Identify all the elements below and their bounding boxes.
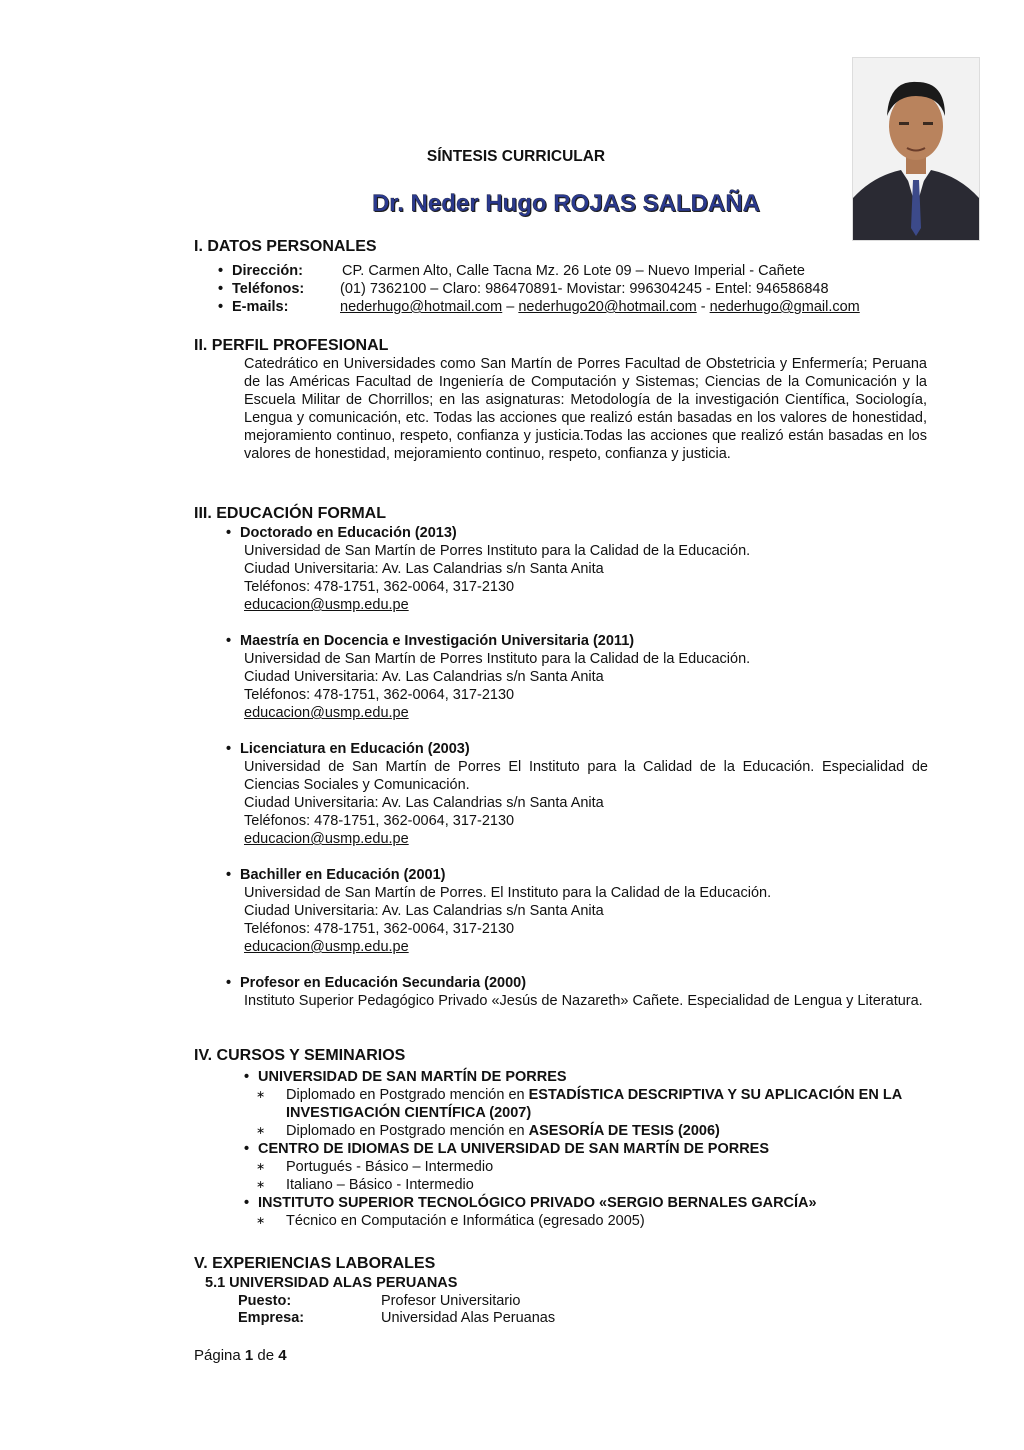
- educacion-item-licenciatura: [226, 740, 928, 848]
- educacion-line: Ciudad Universitaria: Av. Las Calandrias s/n Santa Anita: [244, 669, 604, 685]
- educacion-heading: Doctorado en Educación (2013): [240, 525, 457, 541]
- cursos-item-text: Diplomado en Postgrado mención en: [286, 1087, 529, 1103]
- section-title-experiencias: V. EXPERIENCIAS LABORALES: [194, 1255, 436, 1272]
- educacion-line: Universidad de San Martín de Porres Instituto para la Calidad de la Educación.: [244, 651, 751, 667]
- section-title-cursos: IV. CURSOS Y SEMINARIOS: [194, 1047, 406, 1064]
- person-name: Dr. Neder Hugo ROJAS SALDAÑA: [371, 190, 761, 217]
- educacion-email-link[interactable]: educacion@usmp.edu.pe: [244, 831, 409, 847]
- puesto-value: Profesor Universitario: [381, 1293, 521, 1309]
- asterisk-bullet-icon: ∗: [256, 1215, 266, 1227]
- cursos-item-text: Diplomado en Postgrado mención en: [286, 1123, 529, 1139]
- educacion-heading: Profesor en Educación Secundaria (2000): [240, 975, 527, 991]
- educacion-item-bachiller: [226, 866, 928, 956]
- cursos-item-text: Técnico en Computación e Informática (egresado 2005): [286, 1213, 645, 1229]
- educacion-heading: Licenciatura en Educación (2003): [240, 741, 470, 757]
- educacion-heading: Bachiller en Educación (2001): [240, 867, 446, 883]
- educacion-line: Teléfonos: 478-1751, 362-0064, 317-2130: [244, 813, 515, 829]
- educacion-line: Ciudad Universitaria: Av. Las Calandrias s/n Santa Anita: [244, 561, 604, 577]
- email-link-1[interactable]: nederhugo@hotmail.com: [340, 299, 503, 315]
- cursos-list: [244, 1068, 928, 1230]
- section-title-datos: I. DATOS PERSONALES: [194, 238, 377, 255]
- educacion-heading: Maestría en Docencia e Investigación Universitaria (2011): [240, 633, 635, 649]
- asterisk-bullet-icon: ∗: [256, 1089, 266, 1101]
- document-title: SÍNTESIS CURRICULAR: [426, 148, 606, 165]
- experiencia-empresa-row: [238, 1309, 555, 1327]
- asterisk-bullet-icon: ∗: [256, 1179, 266, 1191]
- direccion-label: • Dirección:: [218, 262, 342, 280]
- email-link-3[interactable]: nederhugo@gmail.com: [709, 299, 860, 315]
- telefonos-label: • Teléfonos:: [218, 280, 340, 298]
- cursos-institution: INSTITUTO SUPERIOR TECNOLÓGICO PRIVADO «SERGIO BERNALES GARCÍA»: [258, 1195, 817, 1211]
- cursos-item: [244, 1176, 928, 1194]
- telefonos-value: (01) 7362100 – Claro: 986470891- Movistar: 996304245 - Entel: 946586848: [340, 281, 829, 297]
- experiencia-puesto-row: [238, 1292, 520, 1310]
- educacion-item-profesor: [226, 974, 928, 1010]
- datos-direccion-row: [218, 262, 938, 280]
- educacion-email-link[interactable]: educacion@usmp.edu.pe: [244, 705, 409, 721]
- educacion-line: Instituto Superior Pedagógico Privado «Jesús de Nazareth» Cañete. Especialidad de Lengua y Literatura.: [244, 993, 923, 1009]
- footer-text: Página: [194, 1347, 245, 1364]
- cursos-item: [244, 1122, 928, 1140]
- educacion-line: Ciudad Universitaria: Av. Las Calandrias s/n Santa Anita: [244, 795, 604, 811]
- educacion-line: Universidad de San Martín de Porres El Instituto para la Calidad de la Educación. Especialidad de Ciencias Sociales y Comunicación.: [244, 759, 928, 793]
- cursos-item: [244, 1086, 928, 1122]
- footer-page-number: 1: [244, 1347, 254, 1364]
- educacion-item-maestria: [226, 632, 928, 722]
- cursos-institution: CENTRO DE IDIOMAS DE LA UNIVERSIDAD DE SAN MARTÍN DE PORRES: [258, 1141, 770, 1157]
- datos-emails-row: [218, 298, 938, 316]
- page-footer: [194, 1347, 287, 1364]
- educacion-line: Universidad de San Martín de Porres. El Instituto para la Calidad de la Educación.: [244, 885, 772, 901]
- cursos-item-text: Italiano – Básico - Intermedio: [286, 1177, 474, 1193]
- educacion-line: Teléfonos: 478-1751, 362-0064, 317-2130: [244, 687, 515, 703]
- emails-label: • E-mails:: [218, 298, 340, 316]
- asterisk-bullet-icon: ∗: [256, 1125, 266, 1137]
- email-link-2[interactable]: nederhugo20@hotmail.com: [518, 299, 697, 315]
- educacion-line: Teléfonos: 478-1751, 362-0064, 317-2130: [244, 921, 515, 937]
- educacion-line: Ciudad Universitaria: Av. Las Calandrias s/n Santa Anita: [244, 903, 604, 919]
- footer-text: de: [253, 1347, 279, 1364]
- section-title-educacion: III. EDUCACIÓN FORMAL: [194, 505, 386, 522]
- educacion-line: Universidad de San Martín de Porres Instituto para la Calidad de la Educación.: [244, 543, 751, 559]
- email-separator-1: –: [502, 299, 519, 315]
- empresa-label: Empresa:: [238, 1310, 305, 1326]
- cursos-item-bold: ASESORÍA DE TESIS (2006): [528, 1123, 720, 1139]
- datos-telefonos-row: [218, 280, 938, 298]
- footer-page-total: 4: [278, 1347, 287, 1364]
- cursos-item: [244, 1212, 928, 1230]
- empresa-value: Universidad Alas Peruanas: [381, 1310, 556, 1326]
- cursos-item: [244, 1158, 928, 1176]
- cursos-item-bold: ESTADÍSTICA DESCRIPTIVA Y SU APLICACIÓN EN LA INVESTIGACIÓN CIENTÍFICA (2007): [286, 1087, 902, 1121]
- educacion-list: [226, 524, 928, 1010]
- perfil-text: Catedrático en Universidades como San Martín de Porres Facultad de Obstetricia y Enfermería; Peruana de las Américas Facultad de Ingeniería de Computación y Sistemas; Ciencias de la Comunicación y la Escuela Militar de Chorrillos; en las asignaturas: Metodología de la investigación Científica, Sociología, Lengua y comunicación, etc. Todas las acciones que realizó están basadas en los valores de honestidad, mejoramiento continuo, respeto, confianza y justicia.Todas las acciones que realizó están basadas en los valores de honestidad, mejoramiento continuo, respeto, confianza y justicia.: [244, 356, 927, 462]
- educacion-line: Teléfonos: 478-1751, 362-0064, 317-2130: [244, 579, 515, 595]
- educacion-item-doctorado: [226, 524, 928, 614]
- experiencia-subtitle: 5.1 UNIVERSIDAD ALAS PERUANAS: [205, 1275, 458, 1291]
- direccion-value: CP. Carmen Alto, Calle Tacna Mz. 26 Lote 09 – Nuevo Imperial - Cañete: [342, 263, 805, 279]
- asterisk-bullet-icon: ∗: [256, 1161, 266, 1173]
- cursos-institution: UNIVERSIDAD DE SAN MARTÍN DE PORRES: [258, 1069, 567, 1085]
- email-separator-2: -: [696, 299, 710, 315]
- section-title-perfil: II. PERFIL PROFESIONAL: [194, 337, 389, 354]
- puesto-label: Puesto:: [238, 1293, 292, 1309]
- educacion-email-link[interactable]: educacion@usmp.edu.pe: [244, 939, 409, 955]
- cursos-item-text: Portugués - Básico – Intermedio: [286, 1159, 494, 1175]
- educacion-email-link[interactable]: educacion@usmp.edu.pe: [244, 597, 409, 613]
